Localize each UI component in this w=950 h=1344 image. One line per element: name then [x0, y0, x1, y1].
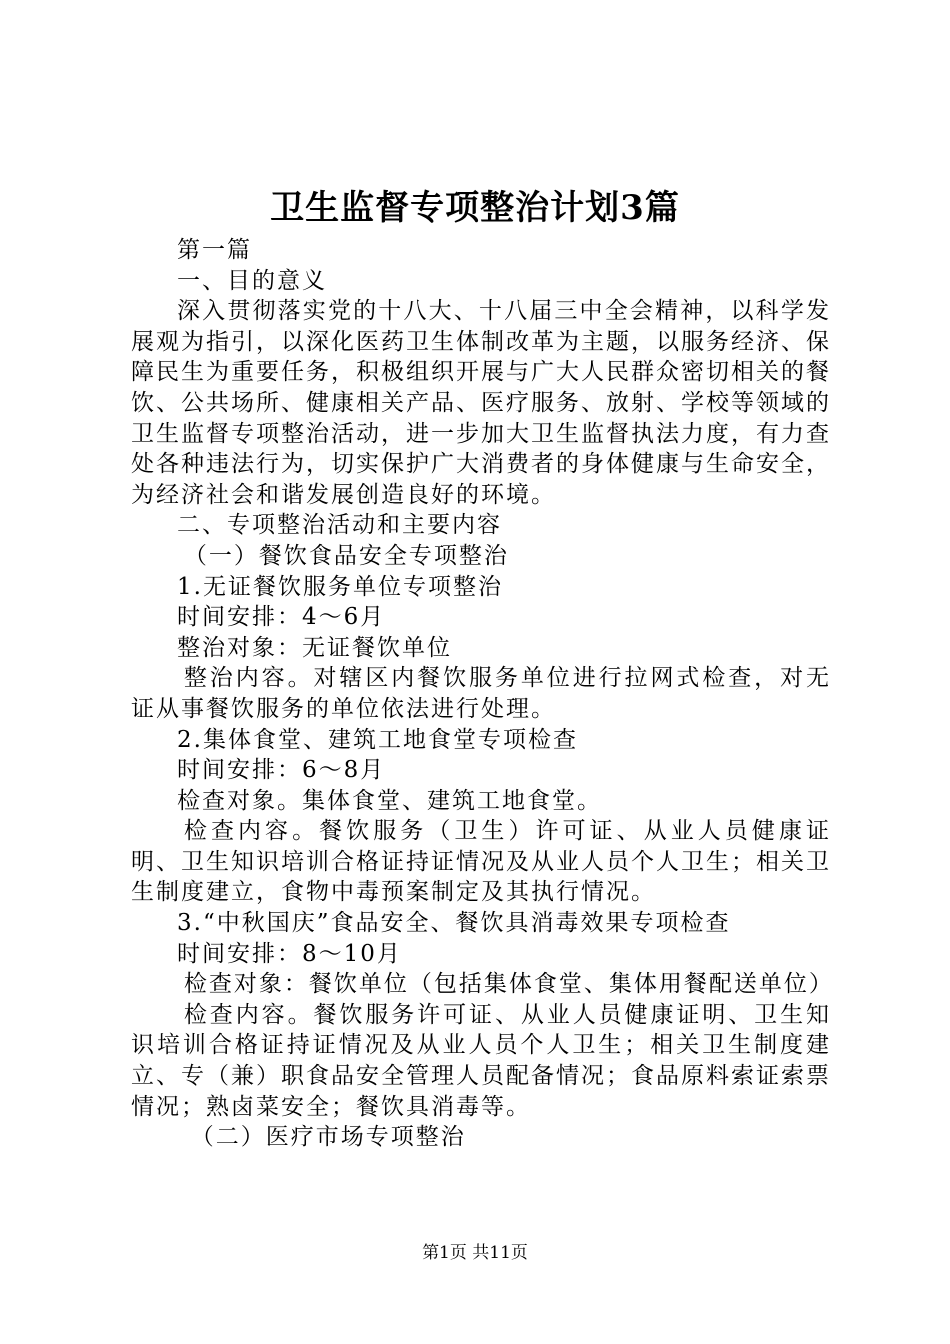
item-3-schedule: 时间安排：8～10月 [177, 940, 402, 967]
item-unlicensed-catering: 1.无证餐饮服务单位专项整治 [177, 573, 503, 600]
heading-purpose: 一、目的意义 [177, 267, 327, 294]
item-2-schedule: 时间安排：6～8月 [177, 757, 386, 784]
document-body [131, 235, 834, 1153]
item-3-target: 检查对象：餐饮单位（包括集体食堂、集体用餐配送单位） [183, 971, 834, 998]
heading-activities: 二、专项整治活动和主要内容 [177, 512, 502, 539]
item-1-schedule: 时间安排：4～6月 [177, 604, 386, 631]
subheading-food-safety: （一）餐饮食品安全专项整治 [183, 542, 509, 569]
item-holiday-inspection: 3.“中秋国庆”食品安全、餐饮具消毒效果专项检查 [177, 910, 731, 937]
document-title: 卫生监督专项整治计划3篇 [270, 188, 680, 228]
item-2-target: 检查对象。集体食堂、建筑工地食堂。 [177, 787, 602, 814]
item-1-target: 整治对象：无证餐饮单位 [177, 634, 452, 661]
subheading-medical-market: （二）医疗市场专项整治 [190, 1124, 466, 1151]
page-footer: 第1页 共11页 [422, 1243, 528, 1263]
item-3-content: 检查内容。餐饮服务许可证、从业人员健康证明、卫生知识培训合格证持证情况及从业人员个人卫生；相关卫生制度建立、专（兼）职食品安全管理人员配备情况；食品原料索证索票情况；熟卤菜安全；餐饮具消毒等。 [131, 1001, 831, 1120]
section-label: 第一篇 [177, 237, 252, 263]
item-1-content: 整治内容。对辖区内餐饮服务单位进行拉网式检查，对无证从事餐饮服务的单位依法进行处理。 [131, 665, 831, 722]
item-canteen-inspection: 2.集体食堂、建筑工地食堂专项检查 [177, 726, 578, 753]
item-2-content: 检查内容。餐饮服务（卫生）许可证、从业人员健康证明、卫生知识培训合格证持证情况及从业人员个人卫生；相关卫生制度建立，食物中毒预案制定及其执行情况。 [131, 818, 831, 906]
paragraph-purpose: 深入贯彻落实党的十八大、十八届三中全会精神，以科学发展观为指引，以深化医药卫生体制改革为主题，以服务经济、保障民生为重要任务，积极组织开展与广大人民群众密切相关的餐饮、公共场所、健康相关产品、医疗服务、放射、学校等领域的卫生监督专项整治活动，进一步加大卫生监督执法力度，有力查处各种违法行为，切实保护广大消费者的身体健康与生命安全，为经济社会和谐发展创造良好的环境。 [131, 298, 831, 508]
